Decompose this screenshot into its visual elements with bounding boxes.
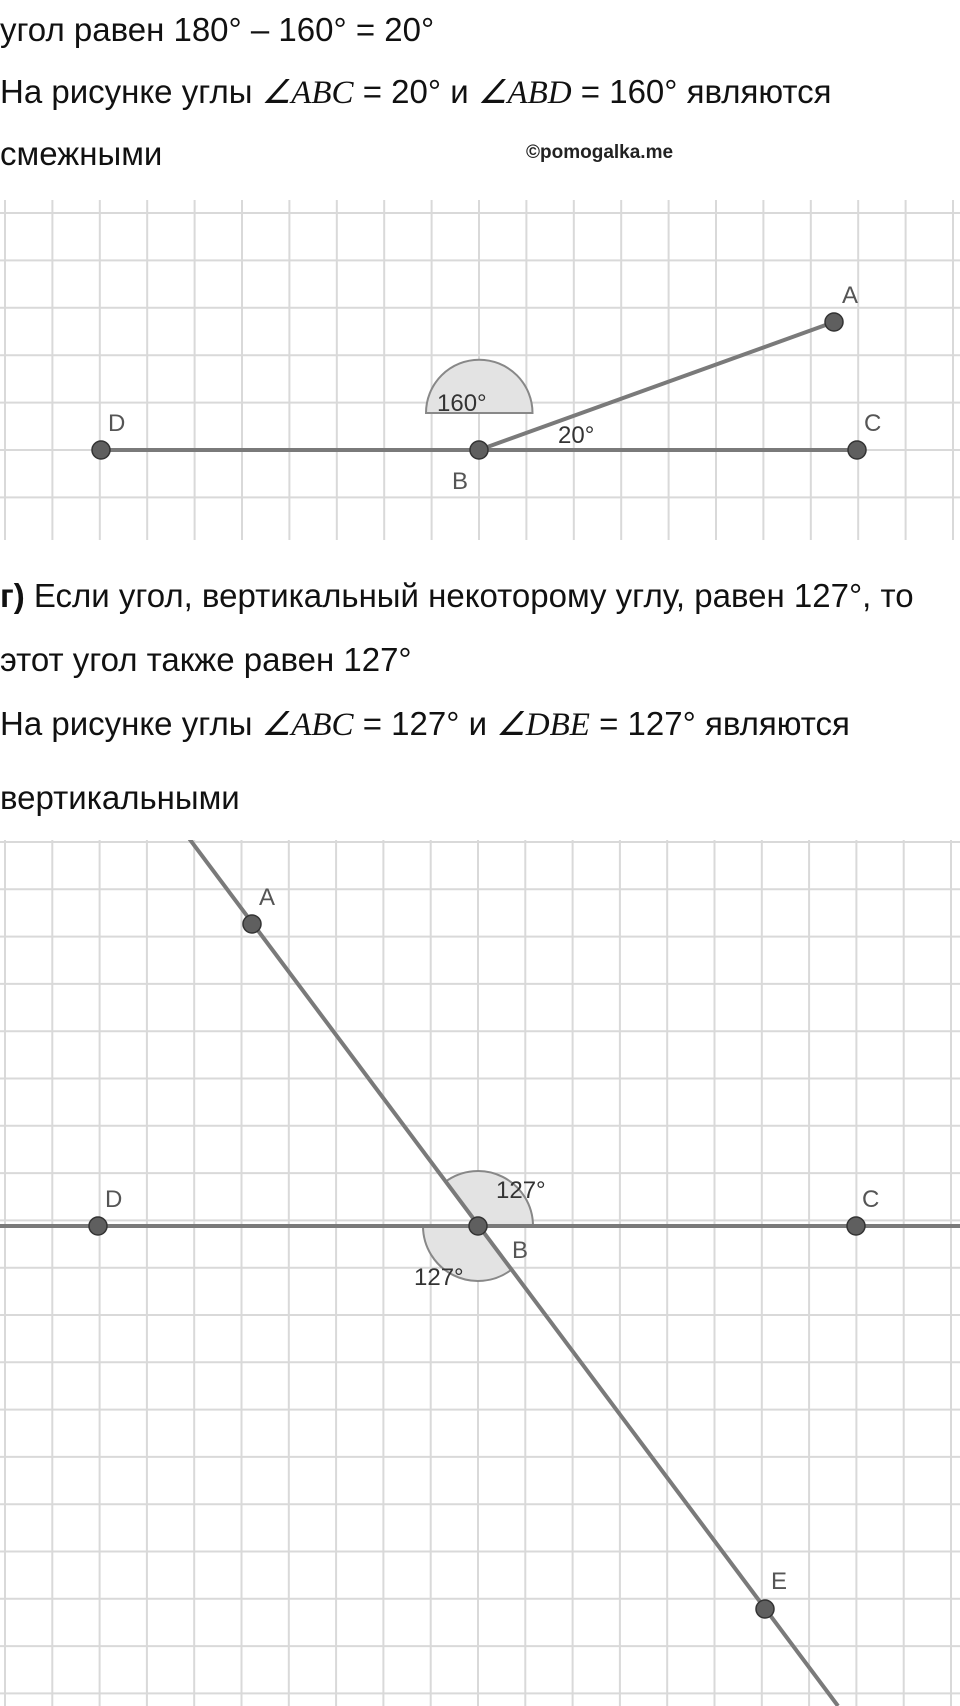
text-line-3: смежными: [0, 135, 163, 172]
line-ae: [188, 840, 838, 1706]
text-line-1: угол равен 180° – 160° = 20°: [0, 11, 435, 48]
line6-prefix: На рисунке углы: [0, 705, 262, 742]
text-line-7: вертикальными: [0, 779, 240, 816]
line2-prefix: На рисунке углы: [0, 73, 262, 110]
line2-suffix: = 160° являются: [571, 73, 832, 110]
angle-label-160: 160°: [437, 390, 487, 417]
point-a: [825, 313, 843, 331]
angle-abc-2: ∠ABC: [261, 707, 354, 743]
figure-vertical-angles: [0, 840, 960, 1706]
line4-rest: Если угол, вертикальный некоторому углу, равен 127°, то: [24, 577, 914, 614]
angle-dbe: ∠DBE: [496, 707, 590, 743]
line6-mid: = 127° и: [353, 705, 497, 742]
label-b: B: [512, 1237, 529, 1264]
point-b: [470, 441, 488, 459]
label-e: E: [771, 1568, 788, 1595]
label-d: D: [105, 1186, 123, 1213]
text-line-6: [0, 704, 850, 745]
point-c: [848, 441, 866, 459]
text-line-5: этот угол также равен 127°: [0, 641, 412, 678]
point-d: [89, 1217, 107, 1235]
point-c: [847, 1217, 865, 1235]
point-b: [469, 1217, 487, 1235]
angle-abd: ∠ABD: [477, 75, 572, 111]
angle-label-127-upper: 127°: [496, 1177, 546, 1204]
label-c: C: [864, 410, 882, 437]
label-d: D: [108, 410, 126, 437]
label-c: C: [862, 1186, 880, 1213]
angle-abc: ∠ABC: [261, 75, 354, 111]
angle-label-127-lower: 127°: [414, 1264, 464, 1291]
point-d: [92, 441, 110, 459]
text-line-4: [0, 576, 914, 616]
ray-ba: [479, 322, 834, 450]
label-b: B: [452, 468, 469, 495]
label-a: A: [259, 884, 276, 911]
point-e: [756, 1600, 774, 1618]
line2-mid: = 20° и: [353, 73, 478, 110]
line6-suffix: = 127° являются: [589, 705, 850, 742]
label-a: A: [842, 282, 859, 309]
angle-label-20: 20°: [558, 422, 595, 449]
point-a: [243, 915, 261, 933]
item-letter: г): [0, 577, 25, 614]
text-line-2: [0, 72, 832, 113]
figure-adjacent-angles: [0, 200, 960, 540]
watermark: ©pomogalka.me: [526, 142, 674, 163]
